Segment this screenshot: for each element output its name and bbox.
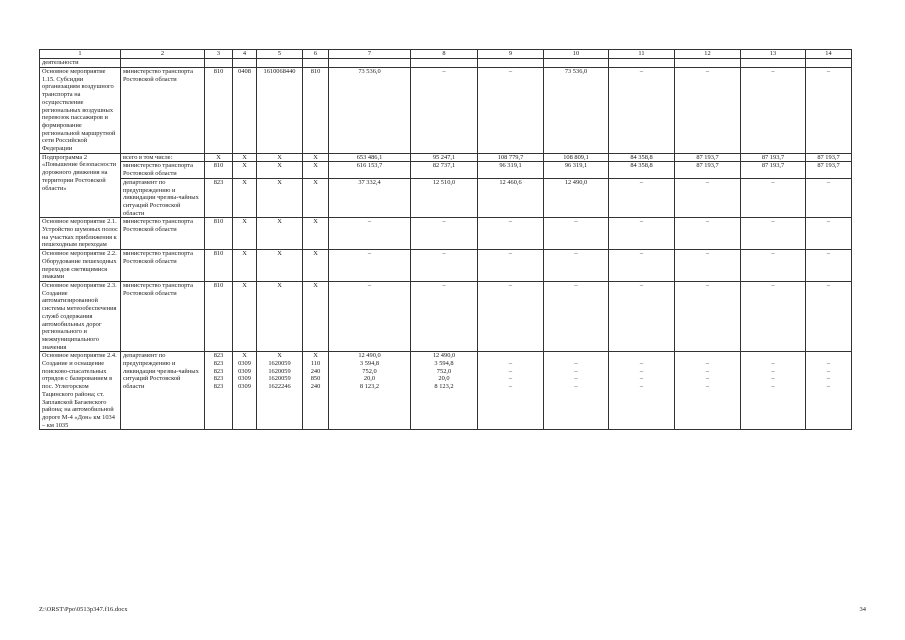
cell-vr: Х [303, 178, 329, 218]
cell-year: 84 358,8 [609, 153, 675, 162]
table-row [40, 162, 852, 178]
row-title: Основное мероприятие 2.3. Создание автоматизированной системы метеообеспечения служб содержания автомобильных дорог регионального и межмуниципального значения [40, 281, 121, 351]
col-num-8: 8 [411, 50, 478, 59]
row-executor: департамент по предупреждению и ликвидации чрезвы-чайных ситуаций Ростовской области [121, 178, 205, 218]
cell-year: – [544, 281, 609, 351]
col-num-13: 13 [741, 50, 806, 59]
cell-year: – [609, 218, 675, 250]
budget-table [39, 49, 852, 430]
cell-year: – [544, 250, 609, 282]
cell-total: 616 153,7 [329, 162, 411, 178]
cell-year: – [806, 68, 852, 154]
row-executor: департамент по предупреждению и ликвидации чрезвы-чайных ситуаций Ростовской области [121, 352, 205, 430]
col-num-10: 10 [544, 50, 609, 59]
col-num-3: 3 [205, 50, 233, 59]
table-row [40, 68, 852, 154]
cell-total: – [329, 250, 411, 282]
col-num-14: 14 [806, 50, 852, 59]
cell-year: 108 809,1 [544, 153, 609, 162]
cell-year: 87 193,7 [675, 162, 741, 178]
col-num-12: 12 [675, 50, 741, 59]
cell-year: 12 510,0 [411, 178, 478, 218]
cell-year: 87 193,7 [741, 162, 806, 178]
cell-year: – [675, 218, 741, 250]
cell-grbs: 810 [205, 250, 233, 282]
cell-total: 12 490,0 3 594,8 752,0 20,0 8 123,2 [329, 352, 411, 430]
cell-rzpr: 0408 [233, 68, 257, 154]
cell-total: 73 536,0 [329, 68, 411, 154]
continuation-row [40, 59, 852, 68]
row-title: Основное мероприятие 2.1. Устройство шумовых полос на участках приближения к пешеходным переходам [40, 218, 121, 250]
row-executor: министерство транспорта Ростовской области [121, 68, 205, 154]
cell-year: – [806, 281, 852, 351]
cell-grbs: 823 [205, 178, 233, 218]
col-num-4: 4 [233, 50, 257, 59]
col-num-6: 6 [303, 50, 329, 59]
cell-year: – [741, 250, 806, 282]
row-executor: министерство транспорта Ростовской области [121, 218, 205, 250]
cell-csr: Х [257, 250, 303, 282]
cell-year: – [806, 178, 852, 218]
row-title: Подпрограмма 2 «Повышение безопасности дорожного движения на территории Ростовской области» [40, 153, 121, 218]
row-title: Основное мероприятие 2.4. Создание и оснащение поисково-спасательных отрядов с базированием в пос. Углегорском Тацинского района; ст. Заплавской Багаевского района; на автомобильной дороге М-4 «Дон» км 1034 – км 1035 [40, 352, 121, 430]
cell-year: 87 193,7 [806, 153, 852, 162]
cell-total: – [329, 281, 411, 351]
table-row [40, 250, 852, 282]
cell-grbs: Х [205, 153, 233, 162]
cell-year: – [544, 218, 609, 250]
cell-year: 95 247,1 [411, 153, 478, 162]
cell-rzpr: Х [233, 162, 257, 178]
page-number: 34 [859, 606, 866, 613]
cell-year: 87 193,7 [806, 162, 852, 178]
cell-rzpr: Х [233, 281, 257, 351]
cell-year: – [411, 281, 478, 351]
cell-year: – [675, 68, 741, 154]
cell-year: – – – – [609, 352, 675, 430]
cell-vr: Х [303, 250, 329, 282]
cell-year: – [675, 281, 741, 351]
row-executor: всего в том числе: [121, 153, 205, 162]
cell-grbs: 810 [205, 162, 233, 178]
cell-total: 37 332,4 [329, 178, 411, 218]
cell-year: – – – – [675, 352, 741, 430]
col-num-7: 7 [329, 50, 411, 59]
cell-year: 87 193,7 [675, 153, 741, 162]
cell-year: – [741, 68, 806, 154]
cell-year: – [609, 178, 675, 218]
cell-year: – [609, 250, 675, 282]
cell-year: – [806, 250, 852, 282]
cell-year: – [806, 218, 852, 250]
col-num-2: 2 [121, 50, 205, 59]
row-executor: министерство транспорта Ростовской области [121, 250, 205, 282]
col-num-5: 5 [257, 50, 303, 59]
cell-rzpr: Х [233, 153, 257, 162]
col-num-11: 11 [609, 50, 675, 59]
cell-year: – [411, 68, 478, 154]
cell-year: 108 779,7 [478, 153, 544, 162]
cell-grbs: 810 [205, 68, 233, 154]
cell-year: 96 319,1 [544, 162, 609, 178]
cell-year: – [478, 250, 544, 282]
cell-year: 87 193,7 [741, 153, 806, 162]
table-row [40, 281, 852, 351]
col-num-1: 1 [40, 50, 121, 59]
row-executor: министерство транспорта Ростовской области [121, 281, 205, 351]
table-row [40, 352, 852, 430]
column-number-row [40, 50, 852, 59]
cell-year: – – – – [806, 352, 852, 430]
cell-year: – [675, 178, 741, 218]
cell-vr: Х [303, 162, 329, 178]
cell-year: – [478, 68, 544, 154]
row-title: Основное мероприятие 1.15. Субсидии организациям воздушного транспорта на осуществление региональных воздушных перевозок пассажиров и формирование региональной маршрутной сети Российской Федерации [40, 68, 121, 154]
cell-vr: Х [303, 153, 329, 162]
cell-year: – [675, 250, 741, 282]
cell-year: – [478, 281, 544, 351]
cell-csr: Х [257, 162, 303, 178]
cell-csr: Х [257, 218, 303, 250]
cell-year: – – – – [544, 352, 609, 430]
cell-csr: 1610068440 [257, 68, 303, 154]
cell-vr: Х 110 240 850 240 [303, 352, 329, 430]
cell-vr: 810 [303, 68, 329, 154]
table-row [40, 153, 852, 162]
cell-vr: Х [303, 281, 329, 351]
cell-year: – – – – [478, 352, 544, 430]
cell-year: – [741, 218, 806, 250]
cell-year: – [478, 218, 544, 250]
cell-vr: Х [303, 218, 329, 250]
table-row [40, 178, 852, 218]
cell-grbs: 810 [205, 281, 233, 351]
cell-year: 12 460,6 [478, 178, 544, 218]
cell-year: – [411, 250, 478, 282]
col-num-9: 9 [478, 50, 544, 59]
cell-rzpr: Х [233, 178, 257, 218]
cell-csr: Х 1620059 1620059 1620059 1622246 [257, 352, 303, 430]
cell-year: – – – – [741, 352, 806, 430]
cell-rzpr: Х [233, 218, 257, 250]
cell-csr: Х [257, 178, 303, 218]
cell-year: – [411, 218, 478, 250]
file-path-footer: Z:\ORST\Ppo\0513p347.f16.docx [39, 606, 128, 613]
row-title: Основное мероприятие 2.2. Оборудование пешеходных переходов светящимися знаками [40, 250, 121, 282]
cell-rzpr: Х [233, 250, 257, 282]
cell-year: – [741, 178, 806, 218]
cell-year: 73 536,0 [544, 68, 609, 154]
cell-year: 84 358,8 [609, 162, 675, 178]
cell-grbs: 810 [205, 218, 233, 250]
cell-year: – [609, 68, 675, 154]
cell-grbs: 823 823 823 823 823 [205, 352, 233, 430]
cell-year: 96 319,1 [478, 162, 544, 178]
cell-year: 12 490,0 [544, 178, 609, 218]
cell-year: – [609, 281, 675, 351]
cell-total: 653 486,1 [329, 153, 411, 162]
continuation-text: деятельности [40, 59, 121, 68]
table-row [40, 218, 852, 250]
cell-rzpr: Х 0309 0309 0309 0309 [233, 352, 257, 430]
cell-year: 12 490,0 3 594,8 752,0 20,0 8 123,2 [411, 352, 478, 430]
budget-table-page [39, 49, 851, 430]
row-executor: министерство транспорта Ростовской области [121, 162, 205, 178]
cell-csr: Х [257, 281, 303, 351]
cell-csr: Х [257, 153, 303, 162]
cell-year: – [741, 281, 806, 351]
cell-year: 82 737,1 [411, 162, 478, 178]
cell-total: – [329, 218, 411, 250]
